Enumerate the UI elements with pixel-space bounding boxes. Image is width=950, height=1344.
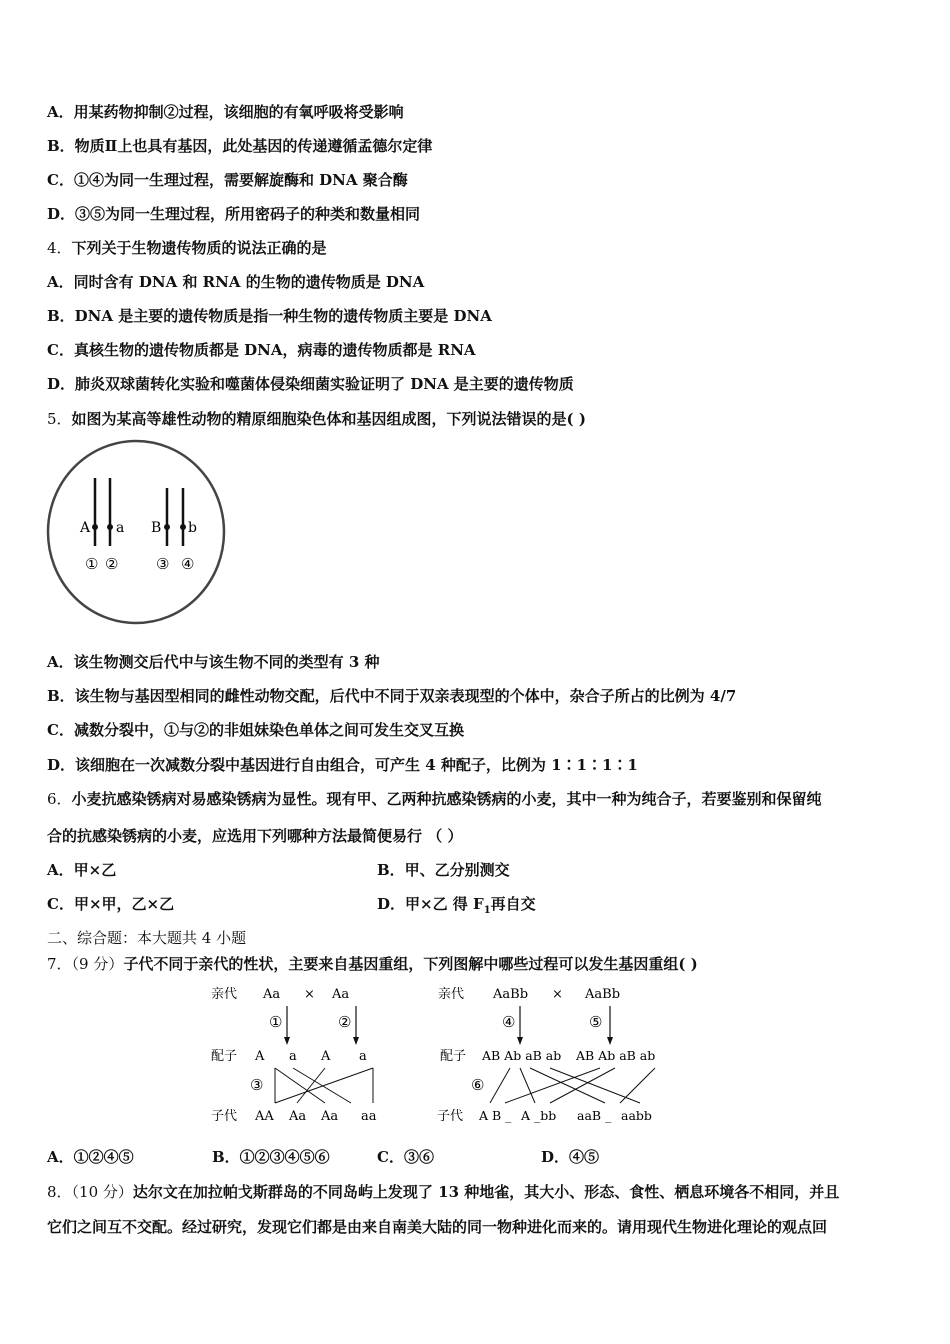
left-gamete-4: a: [359, 1049, 367, 1064]
left-offspring-1: AA: [255, 1109, 274, 1124]
chromosome-label-4: ④: [181, 555, 195, 573]
q3-option-c: C．①④为同一生理过程，需要解旋酶和 DNA 聚合酶: [47, 171, 408, 189]
q6-stem-line2: 合的抗感染锈病的小麦，应选用下列哪种方法最简便易行 （ ）: [47, 827, 463, 845]
cell-membrane: [48, 441, 224, 623]
q5-stem-text: 如图为某高等雄性动物的精原细胞染色体和基因组成图，下列说法错误的是( ): [71, 410, 586, 428]
q7-option-c: C．③⑥: [377, 1148, 434, 1166]
q3-option-d: D．③⑤为同一生理过程，所用密码子的种类和数量相同: [47, 205, 421, 223]
q4-number: 4．: [47, 239, 72, 257]
q7-option-a: A．①②④⑤: [47, 1148, 134, 1166]
right-offspring-1: A B _: [479, 1108, 512, 1123]
left-parent-label: 亲代: [211, 987, 238, 1002]
left-offspring-label: 子代: [211, 1109, 238, 1124]
cross-diagram-right: [437, 986, 655, 1124]
step-5: ⑤: [589, 1013, 603, 1031]
q8-stem-line1: [47, 1182, 839, 1202]
q8-score: （10 分）: [71, 1183, 133, 1201]
left-gamete-3: A: [321, 1049, 331, 1064]
q7-score: （9 分）: [71, 955, 124, 973]
chromosome-label-3: ③: [156, 555, 170, 573]
right-parent-2: AaBb: [585, 987, 621, 1002]
right-parent-label: 亲代: [438, 987, 465, 1002]
q6-option-d: D．甲×乙 得 $F_1$再自交: [377, 895, 536, 916]
q4-option-d: D．肺炎双球菌转化实验和噬菌体侵染细菌实验证明了 DNA 是主要的遗传物质: [47, 375, 574, 393]
right-offspring-label: 子代: [437, 1109, 464, 1124]
gene-B: B: [151, 520, 162, 536]
right-gametes-2: AB Ab aB ab: [576, 1048, 656, 1063]
left-offspring-3: Aa: [321, 1109, 339, 1124]
q7-stem: [47, 954, 698, 974]
q7-option-d: D．④⑤: [541, 1148, 600, 1166]
right-parent-1: AaBb: [493, 987, 529, 1002]
cross-diagram-left: [211, 986, 377, 1124]
gene-a: a: [116, 520, 125, 536]
left-parent-2: Aa: [332, 987, 350, 1002]
q5-option-d: D．该细胞在一次减数分裂中基因进行自由组合，可产生 4 种配子，比例为 1∶1∶1∶1: [47, 756, 638, 774]
q5-number: 5．: [47, 410, 72, 428]
q3-option-a: A．用某药物抑制②过程，该细胞的有氧呼吸将受影响: [47, 103, 404, 121]
step-4: ④: [502, 1013, 516, 1031]
q6-option-a: A．甲×乙: [47, 861, 117, 879]
right-offspring-2: A _bb: [521, 1108, 557, 1123]
q8-number: 8．: [47, 1183, 72, 1201]
section2-title: 二、综合题：本大题共 4 小题: [47, 929, 247, 947]
left-offspring-4: aa: [361, 1109, 377, 1124]
q3-option-b: B．物质Ⅱ上也具有基因，此处基因的传递遵循孟德尔定律: [47, 137, 433, 155]
step-3: ③: [250, 1076, 264, 1094]
left-parent-1: Aa: [263, 987, 281, 1002]
q6-stem-line1: [47, 789, 822, 809]
step-2: ②: [338, 1013, 352, 1031]
q4-stem-text: 下列关于生物遗传物质的说法正确的是: [71, 239, 327, 257]
q6-option-b: B．甲、乙分别测交: [377, 861, 510, 879]
left-gamete-label: 配子: [211, 1049, 238, 1064]
q4-option-b: B．DNA 是主要的遗传物质是指一种生物的遗传物质主要是 DNA: [47, 307, 492, 325]
q6-stem-text: 小麦抗感染锈病对易感染锈病为显性。现有甲、乙两种抗感染锈病的小麦，其中一种为纯合子，若要鉴别和保留纯: [71, 790, 822, 808]
right-gametes-1: AB Ab aB ab: [482, 1048, 562, 1063]
q5-stem: [47, 409, 586, 429]
q7-option-b: B．①②③④⑤⑥: [212, 1148, 330, 1166]
q7-stem-text: 子代不同于亲代的性状，主要来自基因重组，下列图解中哪些过程可以发生基因重组( ): [123, 955, 698, 973]
q5-option-b: B．该生物与基因型相同的雌性动物交配，后代中不同于双亲表现型的个体中，杂合子所占的比例为 4/7: [47, 687, 737, 705]
q8-stem-text: 达尔文在加拉帕戈斯群岛的不同岛屿上发现了 13 种地雀，其大小、形态、食性、栖息环境各不相同，并且: [132, 1183, 840, 1201]
left-cross: ×: [304, 987, 315, 1002]
q5-option-a: A．该生物测交后代中与该生物不同的类型有 3 种: [47, 653, 380, 671]
right-offspring-3: aaB _: [577, 1108, 612, 1123]
q4-stem: [47, 238, 327, 258]
left-gamete-1: A: [255, 1049, 265, 1064]
right-cross: ×: [552, 987, 563, 1002]
step-1: ①: [269, 1013, 283, 1031]
q4-option-c: C．真核生物的遗传物质都是 DNA，病毒的遗传物质都是 RNA: [47, 341, 476, 359]
chromosome-label-1: ①: [85, 555, 99, 573]
gene-b: b: [188, 520, 197, 536]
q5-option-c: C．减数分裂中，①与②的非姐妹染色单体之间可发生交叉互换: [47, 721, 464, 739]
q8-stem-line2: 它们之间互不交配。经过研究，发现它们都是由来自南美大陆的同一物种进化而来的。请用现代生物进化理论的观点回: [47, 1218, 828, 1236]
right-gamete-label: 配子: [440, 1049, 467, 1064]
q6-option-c: C．甲×甲，乙×乙: [47, 895, 175, 913]
q4-option-a: A．同时含有 DNA 和 RNA 的生物的遗传物质是 DNA: [47, 273, 425, 291]
right-offspring-4: aabb: [621, 1108, 652, 1123]
gene-A: A: [80, 520, 91, 536]
step-6: ⑥: [471, 1076, 485, 1094]
q6-number: 6．: [47, 790, 72, 808]
chromosome-label-2: ②: [105, 555, 119, 573]
q5-cell-figure: [45, 438, 227, 626]
q7-cross-figure: [205, 982, 675, 1127]
left-gamete-2: a: [289, 1049, 297, 1064]
left-offspring-2: Aa: [289, 1109, 307, 1124]
q7-number: 7．: [47, 955, 72, 973]
